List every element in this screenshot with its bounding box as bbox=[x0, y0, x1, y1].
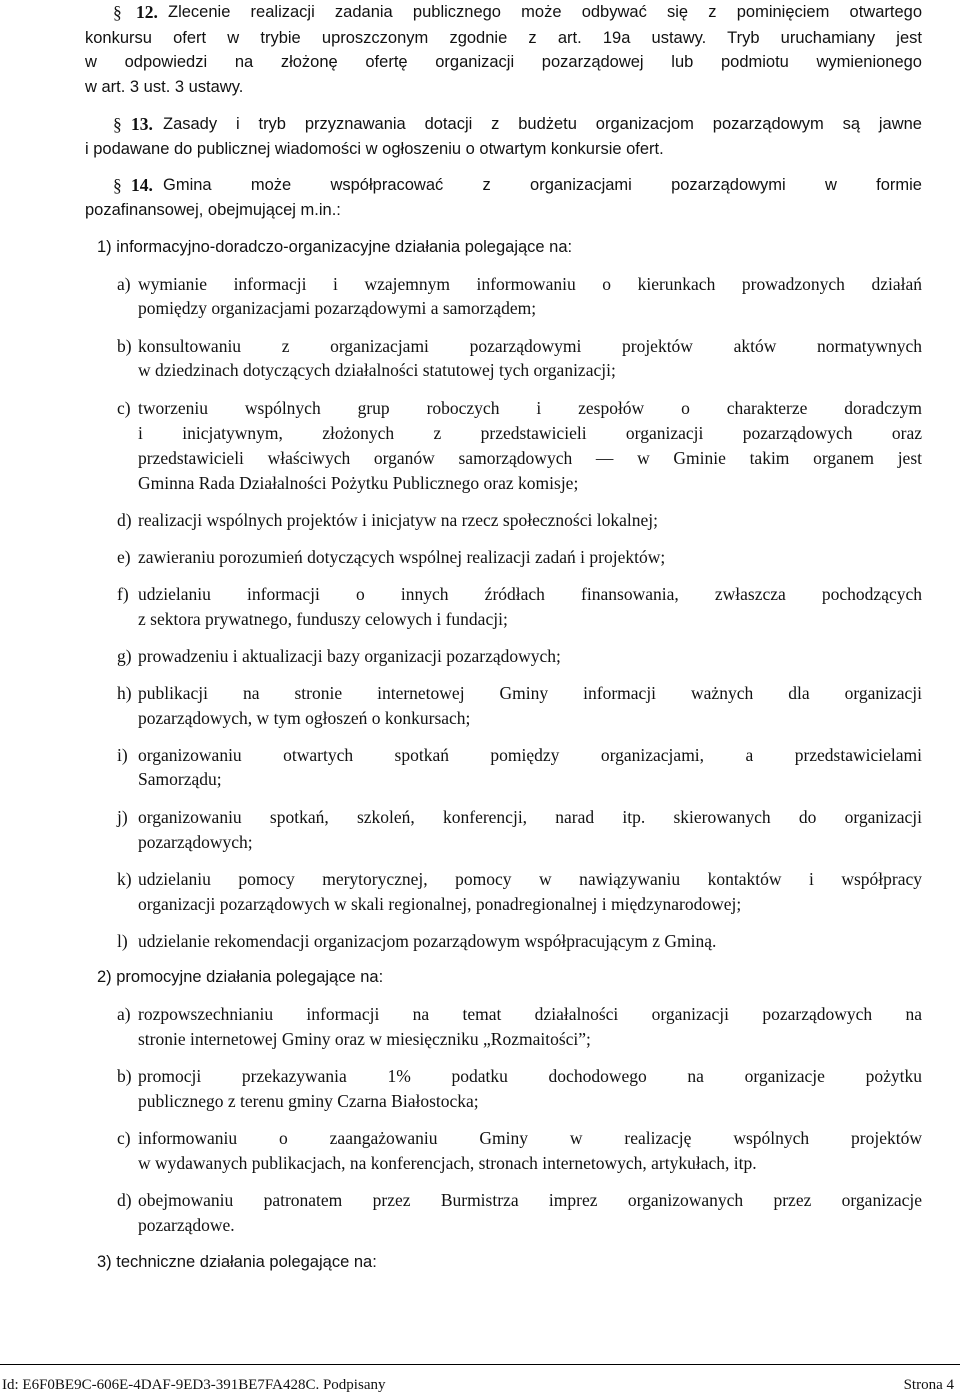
list-item-marker: a) bbox=[117, 1004, 131, 1024]
list-2-heading: 2) promocyjne działania polegające na: bbox=[97, 968, 384, 986]
list-item-line: publicznego z terenu gminy Czarna Białostocka; bbox=[138, 1091, 479, 1111]
list-item-line: zawieraniu porozumień dotyczących wspólnej realizacji zadań i projektów; bbox=[138, 547, 666, 567]
section-14-line: pozafinansowej, obejmującej m.in.: bbox=[85, 201, 341, 219]
list-item-line: prowadzeniu i aktualizacji bazy organizacji pozarządowych; bbox=[138, 646, 561, 666]
list-item-marker: f) bbox=[117, 584, 129, 604]
list-item-marker: e) bbox=[117, 547, 131, 567]
section-13-line: Zasady i tryb przyznawania dotacji z budżetu organizacjom pozarządowym są jawne bbox=[163, 115, 922, 133]
list-item-marker: h) bbox=[117, 683, 132, 703]
section-12-line: Zlecenie realizacji zadania publicznego może odbywać się z pominięciem otwartego bbox=[168, 3, 922, 21]
list-item-line: realizacji wspólnych projektów i inicjatyw na rzecz społeczności lokalnej; bbox=[138, 510, 658, 530]
list-item-line: konsultowaniu z organizacjami pozarządowymi projektów aktów normatywnych bbox=[138, 336, 922, 356]
footer-document-id: Id: E6F0BE9C-606E-4DAF-9ED3-391BE7FA428C. Podpisany bbox=[2, 1377, 386, 1393]
list-item-line: udzielaniu pomocy merytorycznej, pomocy w nawiązywaniu kontaktów i współpracy bbox=[138, 869, 922, 889]
list-item-marker: i) bbox=[117, 745, 128, 765]
list-item-line: w dziedzinach dotyczących działalności statutowej tych organizacji; bbox=[138, 360, 616, 380]
list-item-line: stronie internetowej Gminy oraz w miesięczniku „Rozmaitości”; bbox=[138, 1029, 591, 1049]
list-item-marker: k) bbox=[117, 869, 132, 889]
section-12-sign: § bbox=[113, 2, 122, 22]
list-item-marker: b) bbox=[117, 1066, 132, 1086]
list-item-marker: d) bbox=[117, 510, 132, 530]
list-item-line: rozpowszechnianiu informacji na temat działalności organizacji pozarządowych na bbox=[138, 1004, 922, 1024]
footer-rule bbox=[0, 1364, 960, 1365]
section-14-line: Gmina może współpracować z organizacjami pozarządowymi w formie bbox=[163, 176, 922, 194]
list-item-line: przedstawicieli właściwych organów samorządowych — w Gminie takim organem jest bbox=[138, 448, 922, 468]
list-item-line: pozarządowe. bbox=[138, 1215, 235, 1235]
list-item-marker: d) bbox=[117, 1190, 132, 1210]
list-item-line: informowaniu o zaangażowaniu Gminy w realizację wspólnych projektów bbox=[138, 1128, 922, 1148]
list-item-marker: g) bbox=[117, 646, 132, 666]
list-item-marker: c) bbox=[117, 1128, 131, 1148]
list-item-line: wymianie informacji i wzajemnym informowaniu o kierunkach prowadzonych działań bbox=[138, 274, 922, 294]
list-item-line: w wydawanych publikacjach, na konferencjach, stronach internetowych, artykułach, itp. bbox=[138, 1153, 757, 1173]
list-item-marker: a) bbox=[117, 274, 131, 294]
list-item-line: promocji przekazywania 1% podatku dochodowego na organizacje pożytku bbox=[138, 1066, 922, 1086]
list-item-line: Gminna Rada Działalności Pożytku Publicznego oraz komisje; bbox=[138, 473, 579, 493]
section-13-number: 13. bbox=[131, 114, 153, 134]
section-12-line: konkursu ofert w trybie uproszczonym zgodnie z art. 19a ustawy. Tryb uruchamiany jest bbox=[85, 29, 922, 47]
list-item-line: publikacji na stronie internetowej Gminy informacji ważnych dla organizacji bbox=[138, 683, 922, 703]
list-item-line: obejmowaniu patronatem przez Burmistrza imprez organizowanych przez organizacje bbox=[138, 1190, 922, 1210]
list-1-heading: 1) informacyjno-doradczo-organizacyjne działania polegające na: bbox=[97, 238, 573, 256]
list-item-marker: b) bbox=[117, 336, 132, 356]
section-13-sign: § bbox=[113, 114, 122, 134]
section-13-line: i podawane do publicznej wiadomości w ogłoszeniu o otwartym konkursie ofert. bbox=[85, 140, 664, 158]
list-item-line: i inicjatywnym, złożonych z przedstawicieli organizacji pozarządowych oraz bbox=[138, 423, 922, 443]
list-item-line: udzielanie rekomendacji organizacjom pozarządowym współpracującym z Gminą. bbox=[138, 931, 717, 951]
section-12-line: w odpowiedzi na złożonę ofertę organizacji pozarządowej lub podmiotu wymienionego bbox=[85, 53, 922, 71]
section-14-number: 14. bbox=[131, 175, 153, 195]
section-12-line: w art. 3 ust. 3 ustawy. bbox=[85, 78, 244, 96]
section-14-sign: § bbox=[113, 175, 122, 195]
list-item-line: pozarządowych; bbox=[138, 832, 253, 852]
list-item-line: Samorządu; bbox=[138, 769, 222, 789]
footer-page-number: Strona 4 bbox=[903, 1377, 954, 1393]
list-item-line: tworzeniu wspólnych grup roboczych i zespołów o charakterze doradczym bbox=[138, 398, 922, 418]
list-item-marker: l) bbox=[117, 931, 128, 951]
list-item-line: pomiędzy organizacjami pozarządowymi a samorządem; bbox=[138, 298, 537, 318]
list-item-line: udzielaniu informacji o innych źródłach finansowania, zwłaszcza pochodzących bbox=[138, 584, 922, 604]
list-item-marker: j) bbox=[117, 807, 128, 827]
list-item-line: organizowaniu otwartych spotkań pomiędzy organizacjami, a przedstawicielami bbox=[138, 745, 922, 765]
list-3-heading: 3) techniczne działania polegające na: bbox=[97, 1253, 377, 1271]
section-12-number: 12. bbox=[136, 2, 158, 22]
list-item-line: organizacji pozarządowych w skali regionalnej, ponadregionalnej i międzynarodowej; bbox=[138, 894, 742, 914]
list-item-marker: c) bbox=[117, 398, 131, 418]
list-item-line: organizowaniu spotkań, szkoleń, konferencji, narad itp. skierowanych do organizacji bbox=[138, 807, 922, 827]
list-item-line: z sektora prywatnego, funduszy celowych i fundacji; bbox=[138, 609, 508, 629]
list-item-line: pozarządowych, w tym ogłoszeń o konkursach; bbox=[138, 708, 471, 728]
